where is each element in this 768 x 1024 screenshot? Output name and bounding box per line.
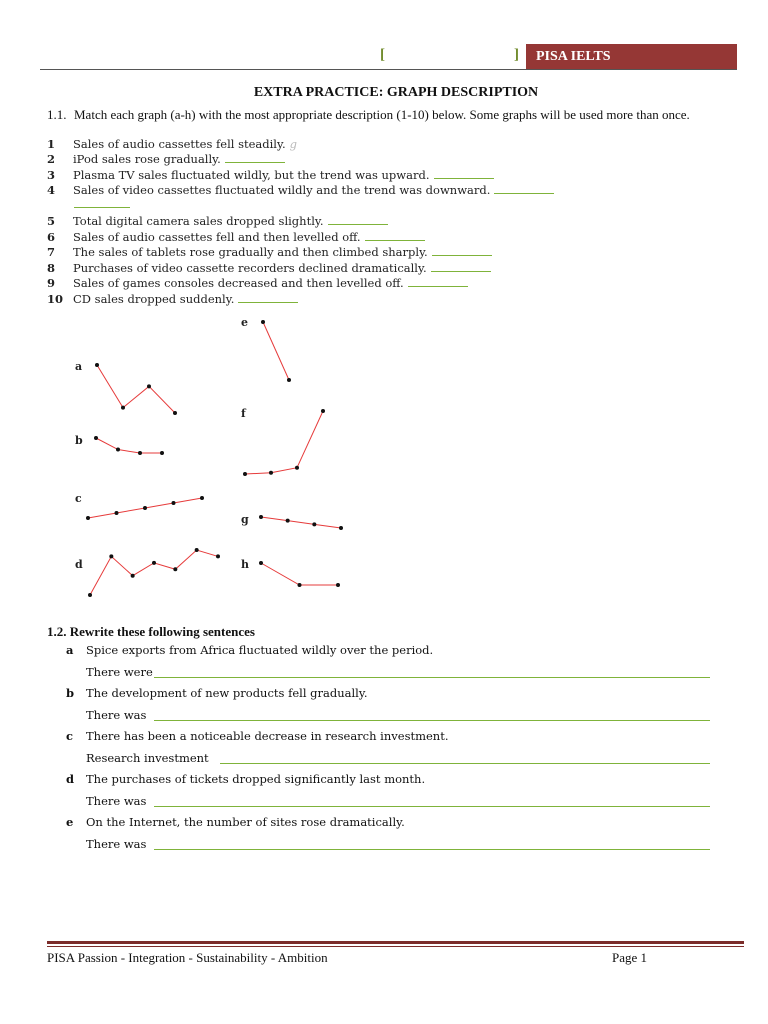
graph-point-a	[147, 384, 151, 388]
graph-line-e	[263, 322, 289, 380]
brand-label: PISA IELTS	[526, 44, 737, 70]
graph-point-g	[312, 522, 316, 526]
q1-item	[47, 214, 737, 228]
rewrite-answer-line[interactable]	[154, 849, 710, 850]
graph-point-e	[287, 378, 291, 382]
graph-point-e	[261, 320, 265, 324]
graph-point-a	[173, 411, 177, 415]
graph-point-f	[321, 409, 325, 413]
answer-blank[interactable]	[432, 254, 492, 256]
q1-item-number: 7	[47, 245, 56, 259]
q2-item-letter: b	[66, 686, 75, 700]
graph-point-c	[86, 516, 90, 520]
footer-divider	[47, 941, 744, 944]
graph-point-g	[259, 515, 263, 519]
graph-label-d: d	[75, 558, 83, 571]
graph-label-h: h	[241, 558, 249, 571]
q1-item-text: Total digital camera sales dropped slightly.	[73, 214, 324, 228]
graph-label-g: g	[241, 513, 249, 526]
q1-item	[47, 152, 737, 166]
answer-blank[interactable]	[408, 285, 468, 287]
graph-point-a	[95, 363, 99, 367]
q1-item	[47, 261, 737, 275]
graph-point-f	[295, 466, 299, 470]
answer-blank[interactable]	[365, 239, 425, 241]
page-number: Page 1	[612, 950, 648, 965]
graphs-panel	[0, 310, 400, 610]
q2-item-starter: There were	[86, 665, 153, 679]
graph-point-d	[173, 567, 177, 571]
graph-line-d	[90, 550, 218, 595]
graph-point-b	[160, 451, 164, 455]
graph-point-h	[336, 583, 340, 587]
footer-motto: PISA Passion - Integration - Sustainability - Ambition	[47, 950, 328, 965]
graph-label-a: a	[75, 360, 83, 373]
q1-item-text: Sales of games consoles decreased and then levelled off.	[73, 276, 404, 290]
graph-line-h	[261, 563, 338, 585]
graph-label-f: f	[241, 407, 246, 420]
q1-item-text: The sales of tablets rose gradually and then climbed sharply.	[73, 245, 428, 259]
graph-label-e: e	[241, 316, 248, 329]
q1-item	[47, 183, 737, 197]
q1-item	[47, 276, 737, 290]
q2-item-sentence: The purchases of tickets dropped significantly last month.	[86, 772, 426, 786]
graph-point-d	[195, 548, 199, 552]
graph-point-d	[109, 554, 113, 558]
q1-item-answer: g	[289, 137, 297, 151]
graph-point-h	[259, 561, 263, 565]
q2-item-letter: d	[66, 772, 75, 786]
q2-heading: 1.2. Rewrite these following sentences	[47, 624, 255, 639]
q1-item-text: Sales of video cassettes fluctuated wildly and the trend was downward.	[73, 183, 491, 197]
q2-item-starter: Research investment	[86, 751, 209, 765]
q2-item-letter: c	[66, 729, 74, 743]
q2-item-sentence: On the Internet, the number of sites rose dramatically.	[86, 815, 405, 829]
q2-item-sentence: Spice exports from Africa fluctuated wildly over the period.	[86, 643, 434, 657]
graph-point-d	[88, 593, 92, 597]
header-bracket-left: [	[380, 47, 385, 63]
graph-label-c: c	[75, 492, 82, 505]
q1-item	[47, 168, 737, 182]
q2-item-sentence: There has been a noticeable decrease in research investment.	[86, 729, 449, 743]
answer-blank[interactable]	[238, 301, 298, 303]
graph-line-b	[96, 438, 162, 453]
footer-divider-thin	[47, 946, 744, 947]
q2-item-letter: a	[66, 643, 74, 657]
q1-item-number: 5	[47, 214, 56, 228]
graph-point-c	[143, 506, 147, 510]
graph-label-b: b	[75, 434, 83, 447]
q1-item	[47, 245, 737, 259]
graph-point-a	[121, 406, 125, 410]
q2-item-sentence: The development of new products fell gradually.	[86, 686, 368, 700]
graph-point-c	[115, 511, 119, 515]
rewrite-answer-line[interactable]	[154, 720, 710, 721]
q1-item-text: Sales of audio cassettes fell and then levelled off.	[73, 230, 361, 244]
answer-blank[interactable]	[74, 207, 130, 208]
graph-line-g	[261, 517, 341, 528]
q1-item-number: 8	[47, 261, 56, 275]
q2-item-starter: There was	[86, 837, 147, 851]
graph-line-f	[245, 411, 323, 474]
graph-point-g	[286, 519, 290, 523]
q2-item-starter: There was	[86, 708, 147, 722]
q2-item-letter: e	[66, 815, 74, 829]
answer-blank[interactable]	[431, 270, 491, 272]
graph-point-b	[138, 451, 142, 455]
q1-item-number: 2	[47, 152, 56, 166]
graph-point-f	[243, 472, 247, 476]
answer-blank[interactable]	[434, 177, 494, 179]
graph-point-d	[152, 561, 156, 565]
q1-item	[47, 137, 737, 151]
rewrite-answer-line[interactable]	[220, 763, 710, 764]
graph-point-g	[339, 526, 343, 530]
header-divider	[40, 69, 737, 70]
q1-item-text: Purchases of video cassette recorders declined dramatically.	[73, 261, 427, 275]
graph-point-c	[200, 496, 204, 500]
page-title: EXTRA PRACTICE: GRAPH DESCRIPTION	[253, 85, 539, 100]
q1-item-number: 3	[47, 168, 56, 182]
graph-point-d	[216, 554, 220, 558]
q1-item	[47, 230, 737, 244]
q1-item	[47, 292, 737, 306]
q1-item-number: 1	[47, 137, 56, 151]
header-bracket-right: ]	[514, 47, 519, 63]
graph-point-c	[172, 501, 176, 505]
q1-item-number: 6	[47, 230, 56, 244]
q1-item-text: CD sales dropped suddenly.	[73, 292, 235, 306]
q1-item-text: iPod sales rose gradually.	[73, 152, 221, 166]
answer-blank[interactable]	[494, 192, 554, 194]
q1-item-text: Sales of audio cassettes fell steadily.	[73, 137, 286, 151]
graph-point-b	[94, 436, 98, 440]
q2-item-starter: There was	[86, 794, 147, 808]
rewrite-answer-line[interactable]	[154, 677, 710, 678]
graph-point-f	[269, 471, 273, 475]
answer-blank[interactable]	[328, 223, 388, 225]
q1-item-number: 9	[47, 276, 56, 290]
q1-number: 1.1.	[47, 107, 67, 122]
rewrite-answer-line[interactable]	[154, 806, 710, 807]
graph-point-b	[116, 448, 120, 452]
q1-item-text: Plasma TV sales fluctuated wildly, but the trend was upward.	[73, 168, 430, 182]
graph-point-d	[131, 574, 135, 578]
answer-blank[interactable]	[225, 161, 285, 163]
q1-item-number: 10	[47, 292, 64, 306]
graph-point-h	[298, 583, 302, 587]
q1-instruction: Match each graph (a-h) with the most appropriate description (1-10) below. Some graphs will be used more than once.	[74, 107, 690, 122]
graph-line-a	[97, 365, 175, 413]
q1-item-number: 4	[47, 183, 56, 197]
